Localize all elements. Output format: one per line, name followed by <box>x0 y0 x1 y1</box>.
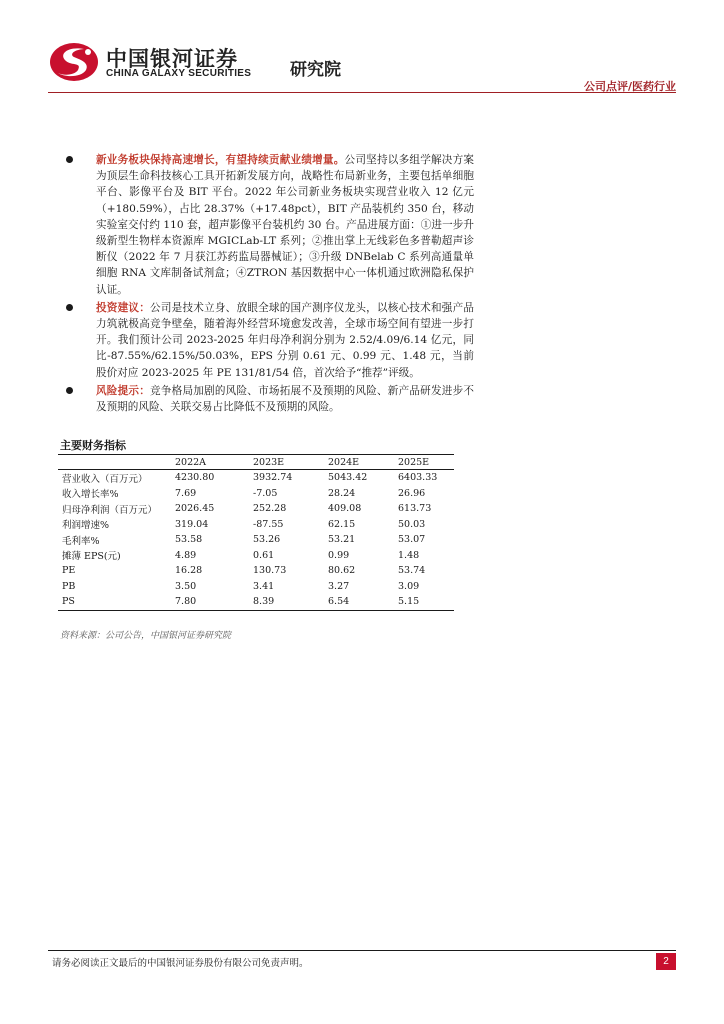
row-label: 归母净利润（百万元） <box>62 504 158 516</box>
table-cell: 80.62 <box>328 565 356 577</box>
bullet-risk-warning <box>66 383 474 415</box>
row-label: 营业收入（百万元） <box>62 473 148 485</box>
table-source-note: 资料来源：公司公告，中国银河证券研究院 <box>60 631 232 641</box>
table-cell: 6.54 <box>324 594 394 610</box>
row-label: 收入增长率% <box>62 489 119 501</box>
report-header <box>48 40 676 96</box>
table-row <box>58 470 454 486</box>
row-label: PE <box>62 565 76 577</box>
table-cell: 0.99 <box>328 549 350 561</box>
table-row <box>58 594 454 610</box>
table-cell: 53.21 <box>328 534 356 546</box>
bullet-text: 公司是技术立身、放眼全球的国产测序仪龙头，以核心技术和强产品力筑就极高竞争壁垒，随着海外经营环境愈发改善，全球市场空间有望进一步打开。我们预计公司 2023-2025 年归母净利润分别为 2.52/4.09/6.14 亿元，同比-87.55%/62.15%/50.03%，EPS 分别 0.61 元、0.99 元、1.48 元，当前股价对应 2023-2025 年 PE 131/81/54 倍，首次给予“推荐”评级。 <box>96 301 474 379</box>
table-row <box>58 517 454 533</box>
financial-indicators-table <box>58 454 454 611</box>
galaxy-logo-icon <box>48 40 100 84</box>
table-row <box>58 486 454 502</box>
table-cell: 3.27 <box>328 580 350 592</box>
table-header-cell: 2025E <box>394 455 454 470</box>
row-label: PB <box>62 580 76 592</box>
table-cell: 5.15 <box>394 594 454 610</box>
table-cell: 3.41 <box>253 580 275 592</box>
bullet-dot-icon <box>66 156 73 163</box>
footer-disclaimer: 请务必阅读正文最后的中国银河证券股份有限公司免责声明。 <box>52 958 309 969</box>
bullet-text: 公司坚持以多组学解决方案为顶层生命科技核心工具开拓新发展方向，战略性布局新业务，主要包括单细胞平台、影像平台及 BIT 平台。2022 年公司新业务板块实现营业收入 12 亿元（+180.59%），占比 28.37%（+17.48pct），BIT 产品装机约 350 台，移动实验室交付约 110 套，超声影像平台装机约 30 台。产品进展方面：①进一步升级新型生物样本资源库 MGICLab-LT 系列；②推出掌上无线彩色多普勒超声诊断仪（2022 年 7 月获江苏药监局器械证）；③升级 DNBelab C 系列高通量单细胞 RNA 文库制备试剂盒；④ZTRON 基因数据中心一体机通过欧洲隐私保护认证。 <box>96 154 475 296</box>
table-cell: 50.03 <box>398 518 426 530</box>
row-label: 利润增速% <box>62 520 110 532</box>
table-cell: 3932.74 <box>253 472 293 484</box>
table-row <box>58 501 454 517</box>
table-cell: 26.96 <box>398 487 426 499</box>
bullet-new-business <box>66 152 474 298</box>
bullet-title: 风险提示： <box>96 384 151 397</box>
table-cell: 0.61 <box>253 549 275 561</box>
footer-divider <box>48 950 676 951</box>
table-cell: -87.55 <box>253 518 284 530</box>
table-cell: -7.05 <box>253 487 278 499</box>
table-header-row <box>58 455 454 470</box>
institute-name: 研究院 <box>290 60 341 80</box>
table-header-cell: 2024E <box>324 455 394 470</box>
table-cell: 53.26 <box>253 534 281 546</box>
table-row <box>58 548 454 564</box>
table-cell: 409.08 <box>328 503 362 515</box>
table-cell: 4.89 <box>175 549 197 561</box>
table-cell: 613.73 <box>398 503 432 515</box>
table-cell: 7.69 <box>175 487 197 499</box>
table-cell: 3.09 <box>398 580 420 592</box>
page-number: 2 <box>656 953 676 970</box>
row-label: 毛利率% <box>62 535 100 547</box>
logo-chinese-name: 中国银河证券 <box>106 47 238 71</box>
table-cell: 5043.42 <box>328 472 368 484</box>
table-row <box>58 563 454 579</box>
table-row <box>58 579 454 595</box>
table-cell: 3.50 <box>175 580 197 592</box>
key-points <box>66 152 474 417</box>
bullet-dot-icon <box>66 304 73 311</box>
table-cell: 62.15 <box>328 518 356 530</box>
table-cell: 53.58 <box>175 534 203 546</box>
bullet-title: 投资建议： <box>96 301 151 314</box>
row-label: 摊薄 EPS(元) <box>62 551 121 563</box>
table-cell: 53.74 <box>398 565 426 577</box>
table-cell: 1.48 <box>398 549 420 561</box>
table-cell: 16.28 <box>175 565 203 577</box>
bullet-text: 竞争格局加剧的风险、市场拓展不及预期的风险、新产品研发进步不及预期的风险、关联交易占比降低不及预期的风险。 <box>96 384 474 414</box>
table-row <box>58 532 454 548</box>
bullet-investment-advice <box>66 300 474 381</box>
table-cell: 8.39 <box>249 594 324 610</box>
header-divider <box>48 92 676 93</box>
table-header-cell: 2022A <box>171 455 249 470</box>
table-cell: 4230.80 <box>175 472 215 484</box>
table-cell: 6403.33 <box>398 472 438 484</box>
table-cell: 28.24 <box>328 487 356 499</box>
table-header-cell <box>58 455 171 470</box>
table-title: 主要财务指标 <box>60 439 126 452</box>
table-cell: 319.04 <box>175 518 209 530</box>
bullet-title: 新业务板块保持高速增长，有望持续贡献业绩增量。 <box>96 154 345 166</box>
table-cell: 130.73 <box>253 565 287 577</box>
bullet-dot-icon <box>66 387 73 394</box>
table-header-cell: 2023E <box>249 455 324 470</box>
table-cell: 2026.45 <box>175 503 215 515</box>
logo-english-name: CHINA GALAXY SECURITIES <box>106 68 252 79</box>
table-cell: 252.28 <box>253 503 287 515</box>
table-cell: 53.07 <box>398 534 426 546</box>
table-cell: 7.80 <box>171 594 249 610</box>
report-category: 公司点评/医药行业 <box>583 80 676 93</box>
row-label: PS <box>58 594 171 610</box>
